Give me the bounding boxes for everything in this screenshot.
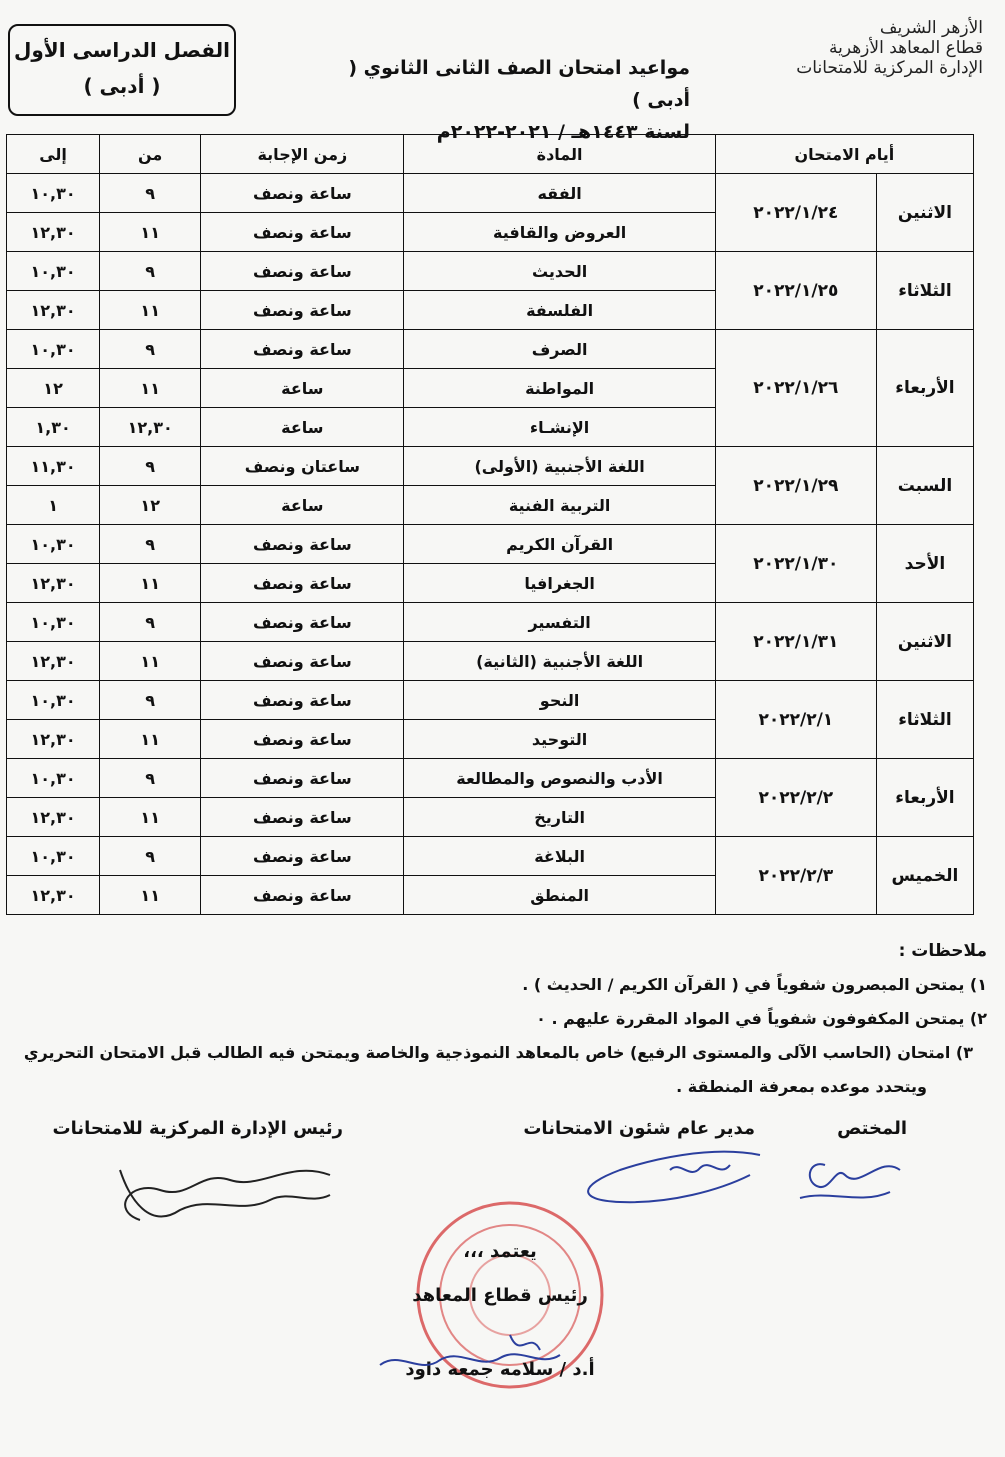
letterhead-line-3: الإدارة المركزية للامتحانات [796,58,983,78]
from-time-cell: ٩ [100,603,201,642]
subject-cell: النحو [404,681,715,720]
table-row [7,330,974,369]
duration-cell: ساعة [201,486,404,525]
subject-cell: الصرف [404,330,715,369]
notes-heading: ملاحظات : [898,941,987,961]
from-time-cell: ٩ [100,525,201,564]
letterhead [743,18,983,78]
subject-cell: الفقه [404,174,715,213]
to-time-cell: ١٢,٣٠ [7,720,100,759]
subject-cell: التربية الفنية [404,486,715,525]
exam-day-cell: الأربعاء [876,759,973,837]
duration-cell: ساعة ونصف [201,603,404,642]
subject-cell: التوحيد [404,720,715,759]
subject-cell: المواطنة [404,369,715,408]
to-time-cell: ١ [7,486,100,525]
table-row [7,174,974,213]
header-to: إلى [7,135,100,174]
duration-cell: ساعة ونصف [201,759,404,798]
from-time-cell: ٩ [100,174,201,213]
from-time-cell: ١٢ [100,486,201,525]
to-time-cell: ١٢,٣٠ [7,876,100,915]
exam-day-cell: الخميس [876,837,973,915]
exam-date-cell: ٢٠٢٢/١/٢٦ [715,330,876,447]
table-row [7,447,974,486]
subject-cell: الأدب والنصوص والمطالعة [404,759,715,798]
from-time-cell: ٩ [100,681,201,720]
duration-cell: ساعة ونصف [201,642,404,681]
duration-cell: ساعة [201,369,404,408]
duration-cell: ساعة ونصف [201,330,404,369]
from-time-cell: ٩ [100,252,201,291]
from-time-cell: ٩ [100,330,201,369]
note-item-3-cont: ويتحدد موعده بمعرفة المنطقة . [676,1077,927,1096]
exam-date-cell: ٢٠٢٢/١/٣٠ [715,525,876,603]
central-head-signature [90,1150,350,1240]
exam-date-cell: ٢٠٢٢/٢/٢ [715,759,876,837]
to-time-cell: ١٠,٣٠ [7,837,100,876]
subject-cell: الحديث [404,252,715,291]
sector-head-signature [360,1320,600,1390]
duration-cell: ساعة ونصف [201,174,404,213]
to-time-cell: ١٠,٣٠ [7,252,100,291]
central-head-label: رئيس الإدارة المركزية للامتحانات [52,1118,343,1139]
exam-date-cell: ٢٠٢٢/٢/٣ [715,837,876,915]
letterhead-line-2: قطاع المعاهد الأزهرية [828,38,983,58]
to-time-cell: ١٢,٣٠ [7,291,100,330]
table-row [7,837,974,876]
table-row [7,759,974,798]
from-time-cell: ١١ [100,876,201,915]
to-time-cell: ١٢,٣٠ [7,213,100,252]
table-row [7,681,974,720]
exam-day-cell: الثلاثاء [876,252,973,330]
semester-box [8,24,236,116]
exam-day-cell: الاثنين [876,603,973,681]
from-time-cell: ١١ [100,564,201,603]
subject-cell: اللغة الأجنبية (الثانية) [404,642,715,681]
exam-date-cell: ٢٠٢٢/١/٢٤ [715,174,876,252]
duration-cell: ساعة ونصف [201,291,404,330]
exam-day-cell: الأحد [876,525,973,603]
duration-cell: ساعة ونصف [201,720,404,759]
to-time-cell: ١٠,٣٠ [7,330,100,369]
exam-date-cell: ٢٠٢٢/١/٢٥ [715,252,876,330]
duration-cell: ساعتان ونصف [201,447,404,486]
header-duration: زمن الإجابة [201,135,404,174]
duration-cell: ساعة ونصف [201,681,404,720]
note-item-1: ١) يمتحن المبصرون شفوياً في ( القرآن الكريم / الحديث ) . [522,975,987,994]
subject-cell: العروض والقافية [404,213,715,252]
to-time-cell: ١٠,٣٠ [7,603,100,642]
from-time-cell: ١١ [100,798,201,837]
duration-cell: ساعة ونصف [201,525,404,564]
subject-cell: التاريخ [404,798,715,837]
exam-day-cell: الأربعاء [876,330,973,447]
approve-line: يعتمد ،،، [463,1241,537,1262]
specialist-label: المختص [837,1118,907,1139]
subject-cell: اللغة الأجنبية (الأولى) [404,447,715,486]
exam-schedule-table [6,134,974,915]
header-subject: المادة [404,135,715,174]
to-time-cell: ١٠,٣٠ [7,525,100,564]
duration-cell: ساعة ونصف [201,213,404,252]
exam-day-cell: الاثنين [876,174,973,252]
subject-cell: الإنشـاء [404,408,715,447]
duration-cell: ساعة ونصف [201,876,404,915]
subject-cell: الجغرافيا [404,564,715,603]
from-time-cell: ٩ [100,447,201,486]
sector-head-name: أ.د / سلامه جمعه داود [405,1359,595,1380]
table-row [7,525,974,564]
table-body [7,174,974,915]
notes-section [17,934,987,1104]
from-time-cell: ١١ [100,369,201,408]
note-item-3: ٣) امتحان (الحاسب الآلى والمستوى الرفيع) خاص بالمعاهد النموذجية والخاصة ويمتحن فيه الطالب قبل الامتحان التحريري [23,1043,973,1062]
from-time-cell: ٩ [100,837,201,876]
from-time-cell: ١١ [100,642,201,681]
from-time-cell: ١٢,٣٠ [100,408,201,447]
to-time-cell: ١٢,٣٠ [7,564,100,603]
table-row [7,603,974,642]
to-time-cell: ١,٣٠ [7,408,100,447]
duration-cell: ساعة ونصف [201,564,404,603]
table-row [7,252,974,291]
specialist-signature [790,1150,910,1210]
from-time-cell: ١١ [100,213,201,252]
exam-date-cell: ٢٠٢٢/٢/١ [715,681,876,759]
to-time-cell: ١١,٣٠ [7,447,100,486]
subject-cell: القرآن الكريم [404,525,715,564]
semester-line-1: الفصل الدراسى الأول [14,38,230,62]
from-time-cell: ٩ [100,759,201,798]
duration-cell: ساعة [201,408,404,447]
table-header-row [7,135,974,174]
subject-cell: المنطق [404,876,715,915]
exam-day-cell: الثلاثاء [876,681,973,759]
semester-line-2: ( أدبى ) [83,74,161,98]
sector-head-title: رئيس قطاع المعاهد [412,1285,588,1306]
subject-cell: البلاغة [404,837,715,876]
from-time-cell: ١١ [100,291,201,330]
subject-cell: التفسير [404,603,715,642]
to-time-cell: ١٠,٣٠ [7,174,100,213]
title-line-1: مواعيد امتحان الصف الثانى الثانوي ( أدبى ) [348,57,690,111]
duration-cell: ساعة ونصف [201,798,404,837]
from-time-cell: ١١ [100,720,201,759]
to-time-cell: ١٢,٣٠ [7,642,100,681]
exam-date-cell: ٢٠٢٢/١/٣١ [715,603,876,681]
duration-cell: ساعة ونصف [201,837,404,876]
to-time-cell: ١٠,٣٠ [7,759,100,798]
to-time-cell: ١٠,٣٠ [7,681,100,720]
letterhead-line-1: الأزهر الشريف [879,18,983,38]
exams-director-label: مدير عام شئون الامتحانات [523,1118,755,1139]
subject-cell: الفلسفة [404,291,715,330]
exam-day-cell: السبت [876,447,973,525]
to-time-cell: ١٢,٣٠ [7,798,100,837]
header-days: أيام الامتحان [715,135,973,174]
duration-cell: ساعة ونصف [201,252,404,291]
exam-date-cell: ٢٠٢٢/١/٢٩ [715,447,876,525]
title-line-2: لسنة ١٤٤٣هـ / ٢٠٢١-٢٠٢٢م [436,121,690,143]
to-time-cell: ١٢ [7,369,100,408]
header-from: من [100,135,201,174]
note-item-2: ٢) يمتحن المكفوفون شفوياً في المواد المقررة عليهم . ٠ [536,1009,987,1028]
